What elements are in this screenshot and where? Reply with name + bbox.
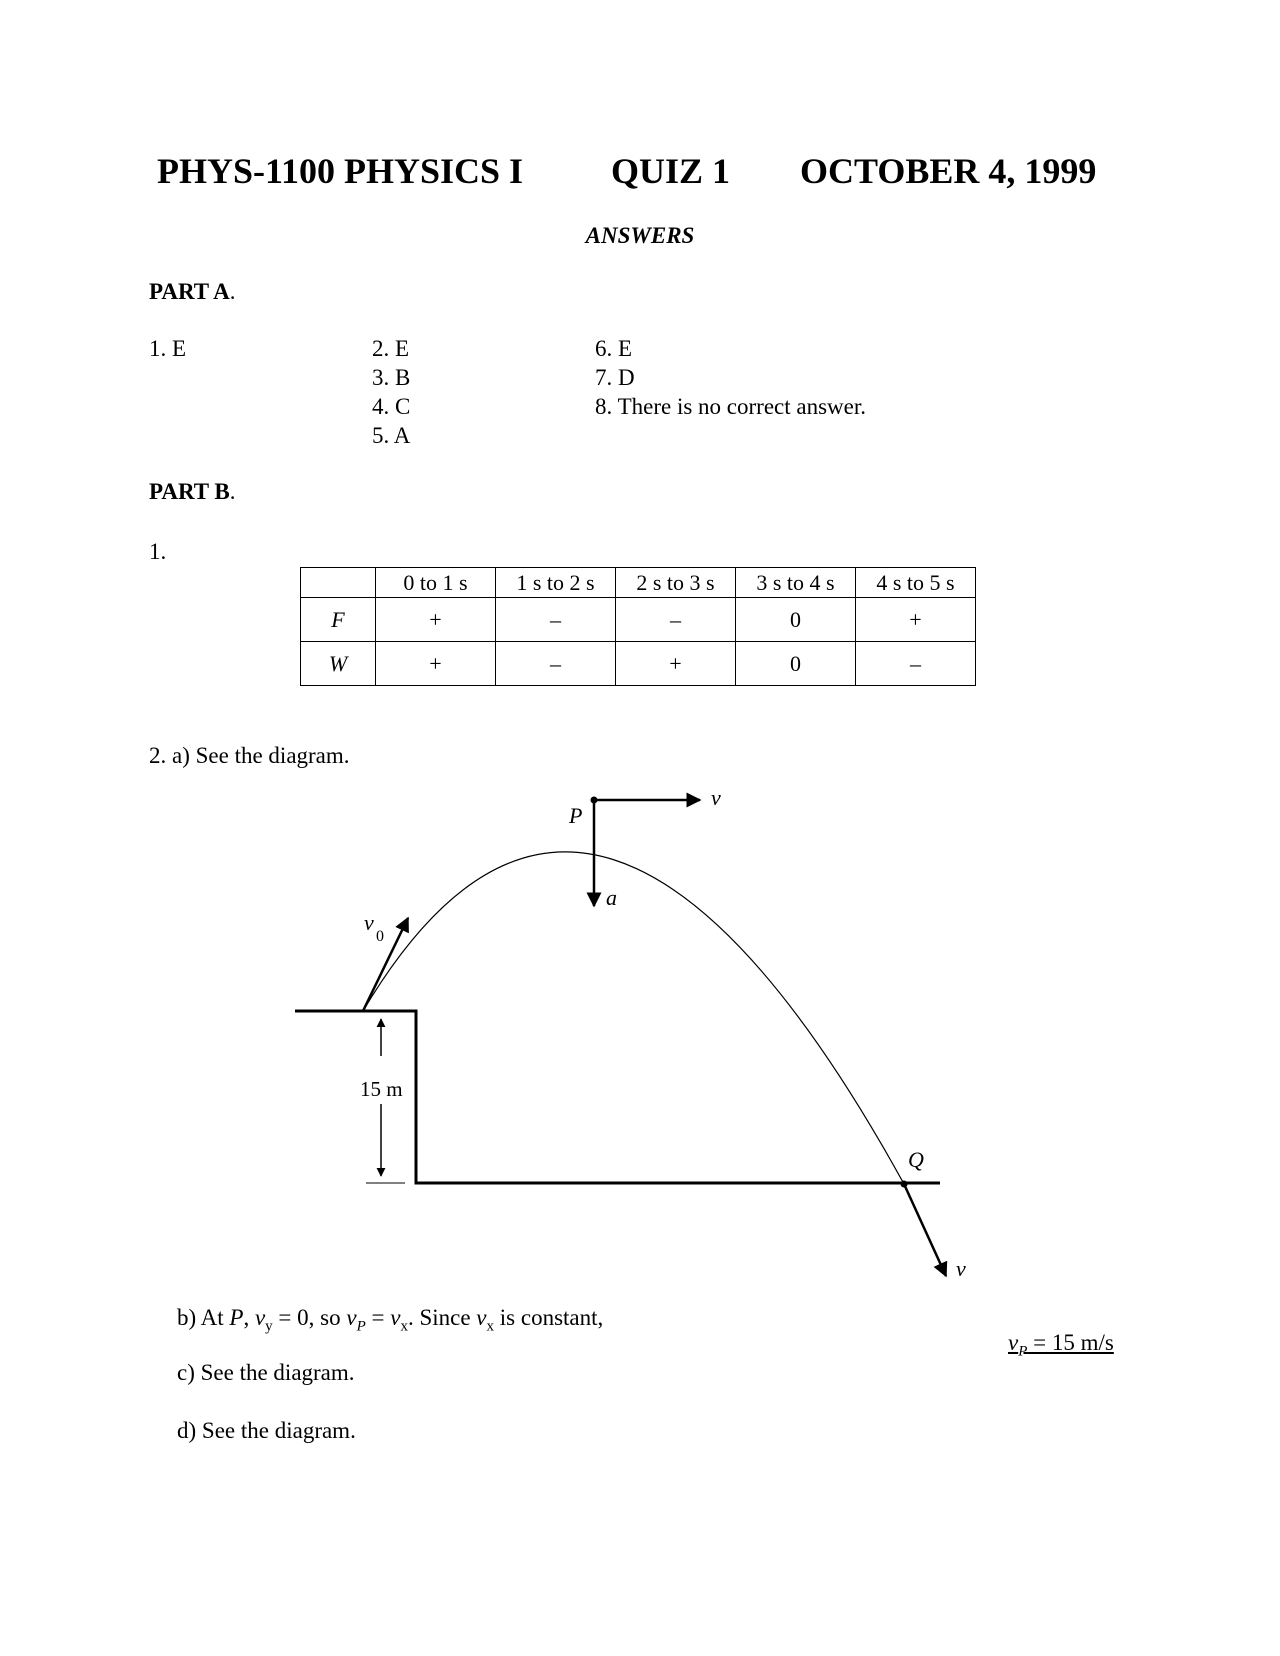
answer-item: 5. A [372,423,411,448]
label-q: Q [908,1147,924,1172]
table-header-cell: 0 to 1 s [376,568,496,598]
table-cell: + [616,642,736,686]
label-v0: v [364,910,374,935]
velocity-arrow-at-q [904,1184,946,1276]
quiz-date: OCTOBER 4, 1999 [800,151,1097,191]
question-1-label: 1. [149,539,167,564]
table-cell: – [856,642,976,686]
table-header-cell: 2 s to 3 s [616,568,736,598]
table-cell: 0 [736,598,856,642]
answer-item: 7. D [595,365,635,390]
answer-item: 4. C [372,394,411,419]
answer-item: 6. E [595,336,633,361]
label-height: 15 m [360,1077,403,1101]
table-cell: + [856,598,976,642]
question-2d: d) See the diagram. [177,1418,356,1443]
answer-item: 2. E [372,336,410,361]
answer-vp: $v_P = 15$ m/s [1008,1330,1114,1360]
label-v0-subscript: 0 [376,928,384,945]
row-label: F [301,598,376,642]
answer-item: 1. E [149,336,187,361]
part-a-heading: PART A. [149,279,236,304]
question-2c: c) See the diagram. [177,1360,355,1385]
part-b-heading: PART B. [149,479,236,504]
table-header-cell: 4 s to 5 s [856,568,976,598]
subtitle: ANSWERS [585,223,695,248]
table-cell: – [496,598,616,642]
quiz-title: QUIZ 1 [611,151,731,191]
label-v-bottom: v [956,1256,966,1281]
course-title: PHYS-1100 PHYSICS I [157,151,524,191]
label-a: a [606,885,617,910]
answer-item: 3. B [372,365,411,390]
table-cell: + [376,598,496,642]
answer-item: 8. There is no correct answer. [595,394,867,419]
table-header-cell: 3 s to 4 s [736,568,856,598]
label-v-top: v [711,785,721,810]
trajectory-curve [363,852,904,1184]
question-2b: b) At P, $v_y = 0$, so $v_P = v_x$. Since $v_x$ is constant, [177,1305,604,1335]
row-label: W [301,642,376,686]
table-cell: – [496,642,616,686]
table-cell: – [616,598,736,642]
table-header-cell: 1 s to 2 s [496,568,616,598]
table-cell: 0 [736,642,856,686]
table-cell: + [376,642,496,686]
question-2a: 2. a) See the diagram. [149,743,350,768]
label-p: P [569,803,583,828]
